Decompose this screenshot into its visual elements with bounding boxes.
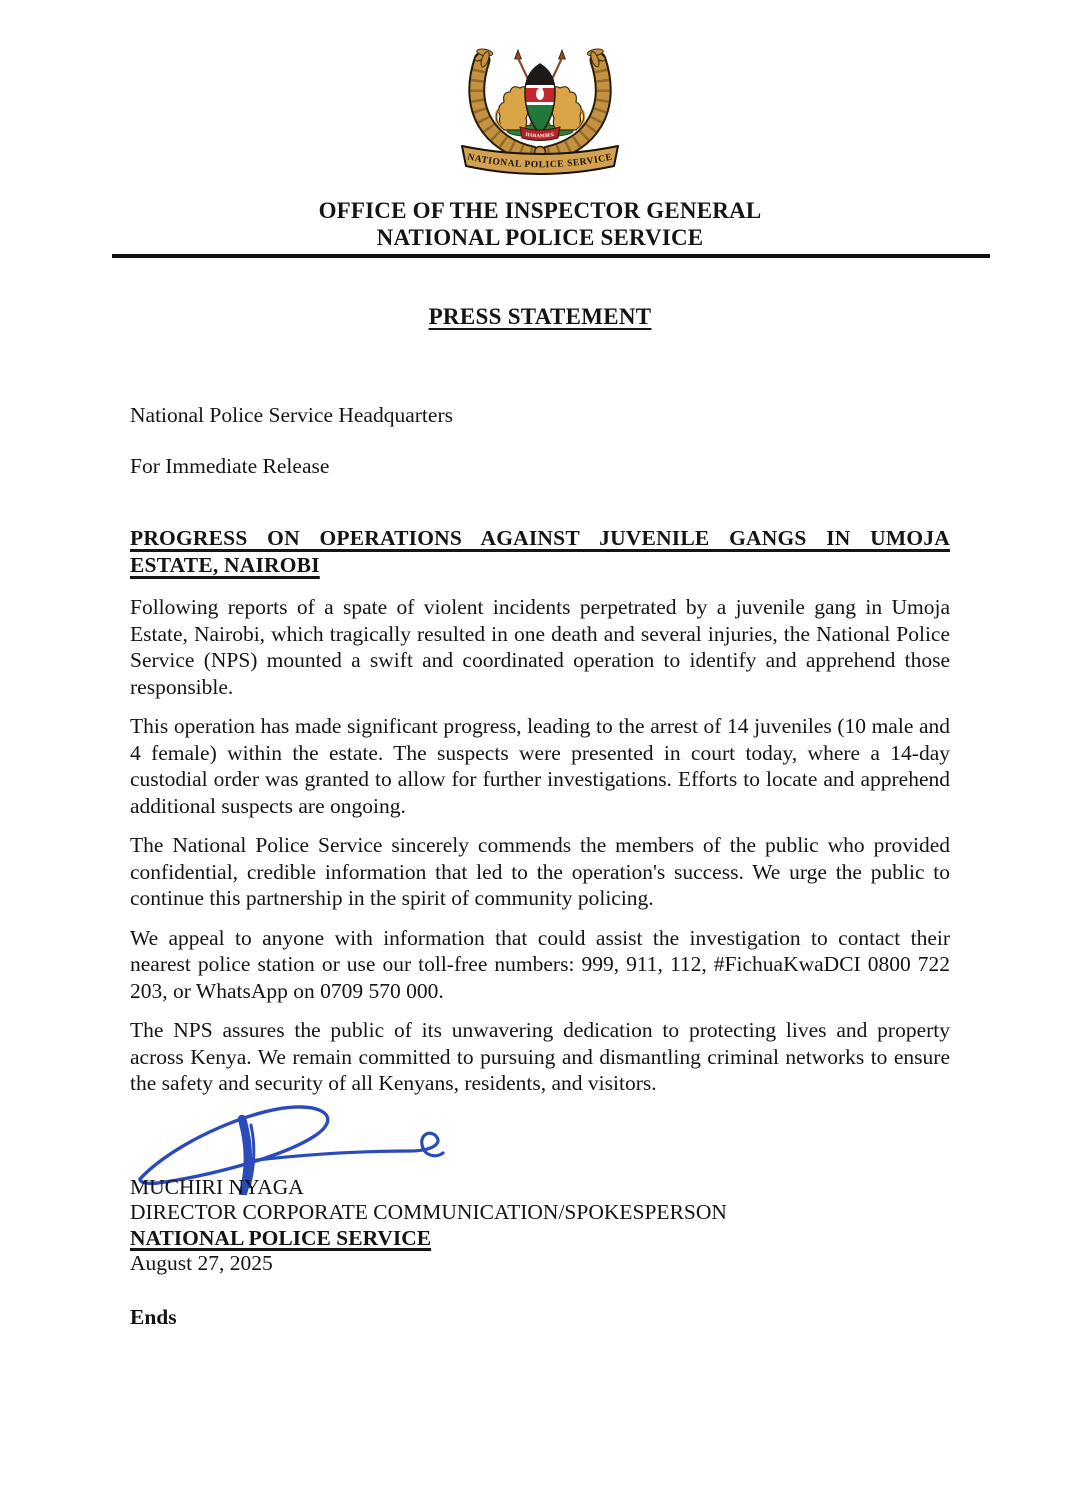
coat-of-arms (496, 50, 584, 141)
nps-crest-logo (452, 28, 628, 185)
statement-title-line2: ESTATE, NAIROBI (130, 552, 320, 577)
statement-date: August 27, 2025 (130, 1251, 273, 1275)
signer-title: DIRECTOR CORPORATE COMMUNICATION/SPOKESPERSON (130, 1200, 727, 1224)
paragraph-3: The National Police Service sincerely commends the members of the public who provided confidential, credible information that led to the operation's success. We urge the public to continue this partnership in the spirit of community policing. (130, 833, 950, 910)
signer-name: MUCHIRI NYAGA (130, 1174, 304, 1199)
paragraph-2: This operation has made significant progress, leading to the arrest of 14 juveniles (10 male and 4 female) within the estate. The suspects were presented in court today, where a 14-day custodial order was granted to allow for further investigations. Efforts to locate and apprehend additional suspects are ongoing. (130, 714, 950, 818)
motto-text: HARAMBEE (524, 132, 556, 140)
paragraph-1: Following reports of a spate of violent incidents perpetrated by a juvenile gang in Umoja Estate, Nairobi, which tragically resulted in one death and several injuries, the National Police Service (NPS) mounted a swift and coordinated operation to identify and apprehend those responsible. (130, 595, 950, 699)
release-line: For Immediate Release (130, 453, 330, 478)
crest-banner-text: NATIONAL POLICE SERVICE (466, 152, 614, 171)
paragraph-5: The NPS assures the public of its unwavering dedication to protecting lives and property across Kenya. We remain committed to pursuing and dismantling criminal networks to ensure the safety and security of all Kenyans, residents, and visitors. (130, 1018, 950, 1095)
nps-crest-icon (452, 28, 628, 180)
signature-block (130, 1175, 950, 1277)
statement-body (130, 402, 950, 1330)
letterhead-rule (112, 254, 990, 258)
statement-title-line1: PROGRESS ON OPERATIONS AGAINST JUVENILE GANGS IN UMOJA (130, 526, 950, 550)
signer-org: NATIONAL POLICE SERVICE (130, 1225, 432, 1250)
service-line: NATIONAL POLICE SERVICE (376, 225, 704, 250)
statement-title (130, 525, 950, 578)
paragraph-4: We appeal to anyone with information that could assist the investigation to contact their nearest police station or use our toll-free numbers: 999, 911, 112, #FichuaKwaDCI 0800 722 203, or WhatsApp on 0709 570 000. (130, 925, 950, 1003)
office-line: OFFICE OF THE INSPECTOR GENERAL (318, 198, 762, 223)
headquarters-line: National Police Service Headquarters (130, 403, 453, 427)
letterhead (0, 197, 1080, 251)
doc-type-heading: PRESS STATEMENT (428, 304, 652, 329)
ends-marker: Ends (130, 1304, 177, 1329)
